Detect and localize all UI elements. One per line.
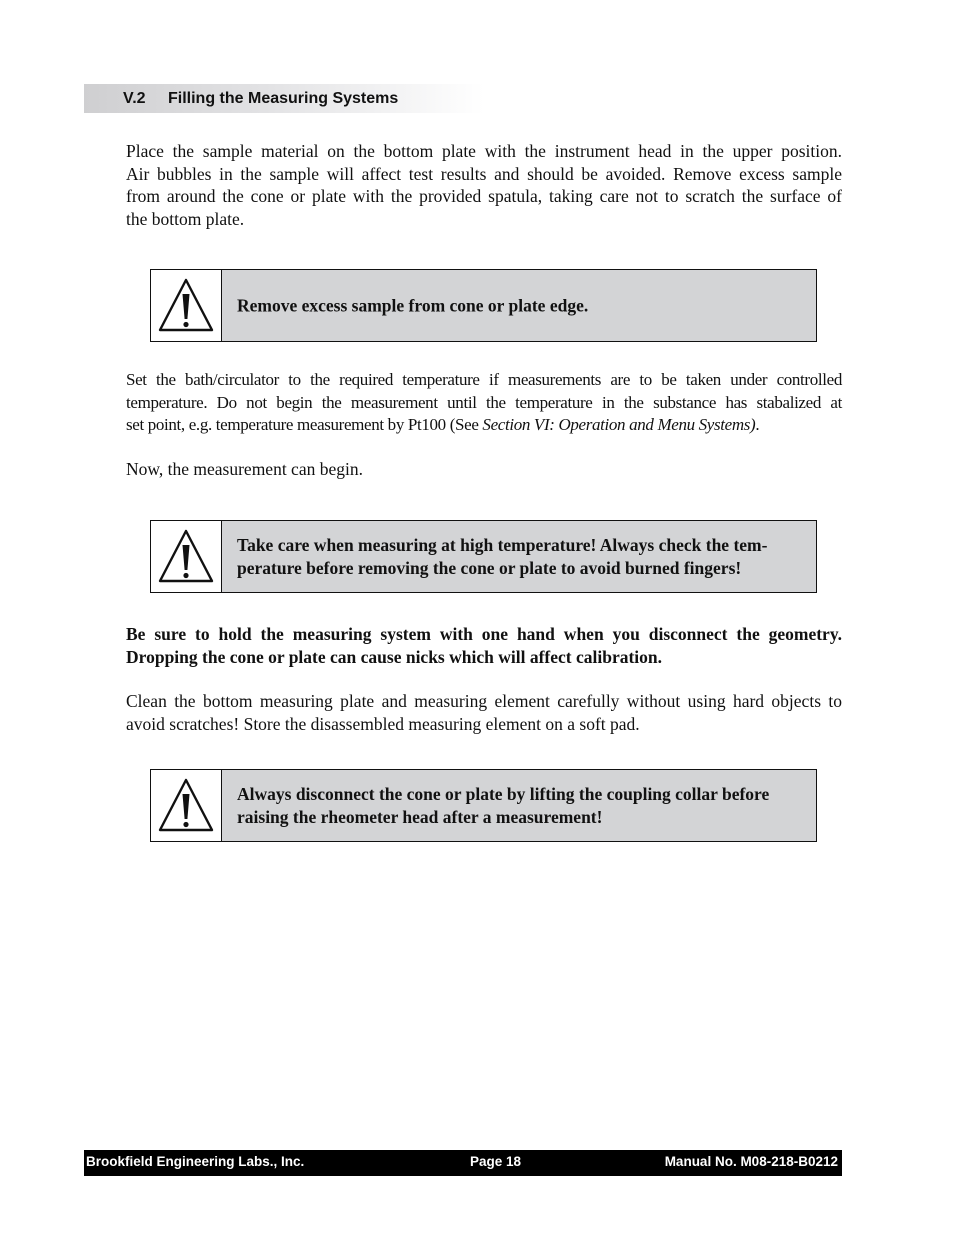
warning-line: perature before removing the cone or plate to avoid burned fingers! — [237, 557, 742, 578]
text-line: temperature. Do not begin the measurement until the temperature in the substance has stabalized at — [126, 392, 842, 412]
page-footer — [84, 1150, 842, 1176]
text-line: the bottom plate. — [126, 208, 245, 229]
warning-exclamation-icon — [155, 274, 217, 336]
text-line: Be sure to hold the measuring system with one hand when you disconnect the geometry. — [126, 624, 842, 644]
warning-icon-cell — [151, 770, 222, 841]
text-line: Air bubbles in the sample will affect test results and should be avoided. Remove excess sample — [126, 163, 842, 184]
text-line: avoid scratches! Store the disassembled measuring element on a soft pad. — [126, 713, 640, 734]
section-number: V.2 — [123, 90, 146, 107]
paragraph-hold-warning — [126, 623, 842, 668]
warning-icon-cell — [151, 521, 222, 592]
warning-text — [237, 534, 808, 580]
text-line: Set the bath/circulator to the required temperature if measurements are to be taken under controlled — [126, 370, 842, 389]
text-segment: set point, e.g. temperature measurement by Pt100 (See — [126, 415, 483, 434]
paragraph-sample-placement — [126, 140, 842, 230]
warning-line: raising the rheometer head after a measurement! — [237, 806, 603, 827]
section-title: Filling the Measuring Systems — [168, 90, 399, 107]
paragraph-cleaning — [126, 690, 842, 735]
text-line: Place the sample material on the bottom plate with the instrument head in the upper position. — [126, 141, 842, 161]
warning-icon-cell — [151, 270, 222, 341]
footer-page-number: Page 18 — [470, 1154, 522, 1169]
warning-line: Always disconnect the cone or plate by lifting the coupling collar before — [237, 783, 770, 804]
section-reference-italic: Section VI: Operation and Menu Systems) — [482, 415, 756, 434]
warning-box — [150, 269, 817, 342]
footer-company: Brookfield Engineering Labs., Inc. — [86, 1154, 305, 1169]
warning-exclamation-icon — [155, 525, 217, 587]
warning-line: Take care when measuring at high temperature! Always check the tem- — [237, 534, 768, 555]
paragraph-begin — [126, 458, 842, 481]
warning-text — [237, 783, 808, 829]
footer-manual-number: Manual No. M08-218-B0212 — [664, 1154, 838, 1169]
text-line: Dropping the cone or plate can cause nicks which will affect calibration. — [126, 646, 663, 667]
text-line — [126, 414, 842, 437]
warning-text — [237, 294, 808, 317]
warning-box — [150, 520, 817, 593]
paragraph-temperature — [126, 369, 842, 437]
text-segment: . — [755, 415, 760, 434]
warning-line: Remove excess sample from cone or plate edge. — [237, 295, 589, 315]
warning-box — [150, 769, 817, 842]
text-line: Now, the measurement can begin. — [126, 459, 363, 479]
text-line: Clean the bottom measuring plate and measuring element carefully without using hard objects to — [126, 691, 842, 711]
warning-exclamation-icon — [155, 774, 217, 836]
text-line: from around the cone or plate with the provided spatula, taking care not to scratch the surface of — [126, 186, 842, 206]
